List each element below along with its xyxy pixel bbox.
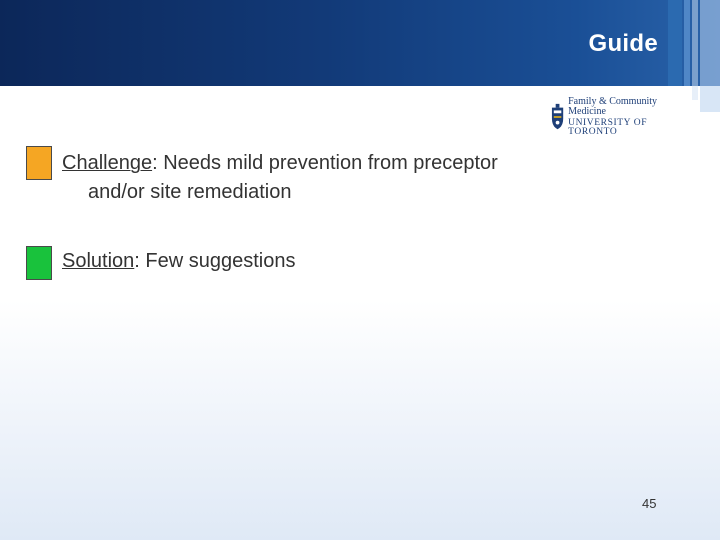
slide-title: Guide [588, 30, 658, 57]
slide-header [0, 0, 720, 86]
header-accent-stripe [668, 0, 682, 86]
solution-text: : Few suggestions [134, 250, 296, 272]
solution-bullet [62, 247, 295, 276]
logo-department: Family & Community Medicine [568, 95, 658, 117]
solution-color-square [26, 246, 52, 280]
university-logo [551, 95, 691, 137]
challenge-color-square [26, 146, 52, 180]
challenge-bullet [62, 149, 622, 207]
header-accent-stripe [692, 0, 698, 100]
solution-term: Solution [62, 250, 135, 272]
challenge-text-continued: and/or site remediation [88, 181, 292, 203]
crest-icon [551, 103, 564, 131]
page-number: 45 [642, 496, 657, 511]
challenge-text: : Needs mild prevention from preceptor [152, 152, 498, 174]
challenge-term: Challenge [62, 152, 153, 174]
logo-university: UNIVERSITY OF TORONTO [568, 117, 648, 137]
header-accent-stripe [700, 0, 720, 112]
header-accent-stripe [684, 0, 690, 86]
